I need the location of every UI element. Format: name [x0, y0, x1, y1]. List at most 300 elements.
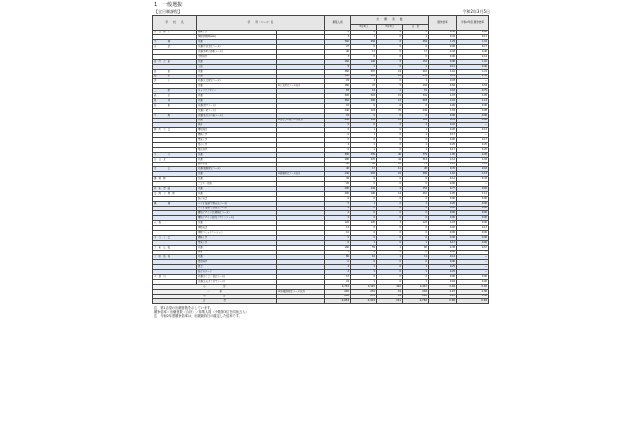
cell-school: 高 田 — [153, 103, 197, 108]
cell-day1: 0 — [351, 103, 377, 108]
cell-capacity: 60 — [325, 162, 351, 167]
summary-total: 293 — [403, 289, 429, 294]
cell-day1: 17 — [351, 167, 377, 172]
cell-capacity: 40 — [325, 50, 351, 55]
summary-prev: 0.92 — [457, 284, 489, 289]
cell-ratio: 0.17 — [429, 240, 457, 245]
cell-course: 情報科学 — [197, 260, 277, 265]
cell-ratio: 0.20 — [429, 201, 457, 206]
cell-day1: 0 — [351, 123, 377, 128]
cell-course: 総合英語 — [197, 196, 277, 201]
cell-day1: 322 — [351, 94, 377, 99]
cell-capacity: 120 — [325, 221, 351, 226]
cell-course: 普通 — [197, 191, 277, 196]
cell-day1: 14 — [351, 89, 377, 94]
cell-day2: 12 — [377, 98, 403, 103]
header-capacity: 募集人員 — [325, 16, 351, 31]
cell-course: 普通 — [197, 255, 277, 260]
cell-capacity: 200 — [325, 191, 351, 196]
cell-day1: 0 — [351, 113, 377, 118]
header-prev: 令和2年度 競争倍率 — [457, 16, 489, 31]
cell-prev: 0.00 — [457, 275, 489, 280]
cell-day2: 0 — [377, 240, 403, 245]
cell-total: 2 — [403, 30, 429, 35]
cell-ratio: 0.00 — [429, 196, 457, 201]
summary-capacity: 4,934 — [325, 299, 351, 304]
header-school: 学 校 名 — [153, 16, 197, 31]
table-body — [153, 30, 489, 304]
cell-school: 葛 西 — [153, 98, 197, 103]
cell-capacity: 240 — [325, 108, 351, 113]
cell-capacity: 320 — [325, 94, 351, 99]
cell-day1: 1 — [351, 128, 377, 133]
cell-total: 0 — [403, 54, 429, 59]
cell-capacity: 360 — [325, 74, 351, 79]
cell-capacity: 4 — [325, 265, 351, 270]
cell-course: 農業 — [197, 265, 277, 270]
cell-ratio: 0.22 — [429, 123, 457, 128]
cell-ratio: 0.17 — [429, 147, 457, 152]
cell-school: 磯 城 野 — [153, 177, 197, 182]
cell-prev: 0.75 — [457, 89, 489, 94]
cell-prev: 0.25 — [457, 142, 489, 147]
summary-label: 一 条 — [153, 289, 277, 294]
cell-school: 大 和 広 陵 — [153, 245, 197, 250]
summary-row — [153, 299, 489, 304]
cell-day2: 8 — [377, 40, 403, 45]
summary-day2: 19 — [377, 289, 403, 294]
cell-total: 6 — [403, 177, 429, 182]
cell-day2: 44 — [377, 157, 403, 162]
cell-capacity: 13 — [325, 275, 351, 280]
cell-day2: 0 — [377, 270, 403, 275]
cell-course: バイオ技術(生命探究コース) — [197, 206, 277, 211]
cell-total: 74 — [403, 162, 429, 167]
cell-ratio: 1.29 — [429, 40, 457, 45]
cell-total: 28 — [403, 167, 429, 172]
cell-day1: 1 — [351, 201, 377, 206]
cell-day1: 1 — [351, 270, 377, 275]
cell-day1: 10 — [351, 255, 377, 260]
cell-capacity: 6 — [325, 240, 351, 245]
cell-total: 0 — [403, 138, 429, 143]
cell-ratio: 0.00 — [429, 226, 457, 231]
cell-capacity: 3 — [325, 35, 351, 40]
cell-course: 普通(生活文化コース) — [197, 45, 277, 50]
cell-total: 314 — [403, 157, 429, 162]
cell-total: 0 — [403, 250, 429, 255]
cell-course: 普通 — [197, 177, 277, 182]
cell-ratio: 0.25 — [429, 270, 457, 275]
cell-prev: 0.00 — [457, 30, 489, 35]
cell-day1: 149 — [351, 187, 377, 192]
summary-label: 市 計 — [153, 294, 277, 299]
cell-ratio: 0.00 — [429, 54, 457, 59]
cell-day2: 0 — [377, 231, 403, 236]
subtitle-line — [152, 8, 490, 15]
cell-day2: 29 — [377, 74, 403, 79]
cell-prev: 0.14 — [457, 54, 489, 59]
cell-course: 機械工学 — [197, 235, 277, 240]
cell-day1: 1 — [351, 147, 377, 152]
cell-ratio: 0.00 — [429, 250, 457, 255]
summary-day2: 302 — [377, 284, 403, 289]
cell-ratio: 0.00 — [429, 45, 457, 50]
cell-total: 153 — [403, 187, 429, 192]
cell-day2: 0 — [377, 128, 403, 133]
cell-total: 0 — [403, 206, 429, 211]
cell-total: 1 — [403, 240, 429, 245]
cell-total: 0 — [403, 182, 429, 187]
cell-course: 普通 — [197, 94, 277, 99]
cell-school: 奈 良 北 — [153, 157, 197, 162]
cell-prev: — — [457, 123, 489, 128]
cell-total: 123 — [403, 221, 429, 226]
cell-course: 普通 — [197, 59, 277, 64]
cell-ratio: 1.05 — [429, 152, 457, 157]
cell-day1: 97 — [351, 84, 377, 89]
cell-day1: 1 — [351, 133, 377, 138]
cell-total: 154 — [403, 59, 429, 64]
cell-course: 普通(書写コース) — [197, 103, 277, 108]
cell-course: 体育 — [197, 123, 277, 128]
cell-ratio: 0.81 — [429, 118, 457, 123]
cell-ratio: 0.03 — [429, 79, 457, 84]
cell-day1: 0 — [351, 54, 377, 59]
cell-day1: 405 — [351, 74, 377, 79]
summary-label: 合 計 — [153, 299, 277, 304]
cell-capacity: 4 — [325, 270, 351, 275]
summary-day2: 19 — [377, 294, 403, 299]
cell-course: 環境デザイン(緑化デザインコース) — [197, 216, 277, 221]
cell-school: 平 城 — [153, 40, 197, 45]
cell-prev: 0.82 — [457, 187, 489, 192]
cell-prev: — — [457, 182, 489, 187]
cell-ratio: 0.50 — [429, 30, 457, 35]
cell-day2: 15 — [377, 94, 403, 99]
cell-prev: 0.54 — [457, 84, 489, 89]
cell-capacity: 83 — [325, 89, 351, 94]
notes — [154, 306, 490, 318]
cell-prev: 0.00 — [457, 103, 489, 108]
header-day1: 3月4日 — [351, 25, 377, 31]
cell-prev: — — [457, 265, 489, 270]
header-applicants: 出 願 者 数 — [351, 16, 429, 25]
cell-ratio: 0.18 — [429, 89, 457, 94]
cell-total: 341 — [403, 94, 429, 99]
cell-ratio: 0.11 — [429, 64, 457, 69]
cell-day1: 1 — [351, 142, 377, 147]
cell-ratio: 0.64 — [429, 84, 457, 89]
subtitle: 【全日制課程】 — [154, 9, 182, 14]
cell-day1: 0 — [351, 275, 377, 280]
cell-capacity: 20 — [325, 182, 351, 187]
cell-course: 環境デザイン(造園緑化コース) — [197, 211, 277, 216]
summary-ratio: 0.96 — [429, 299, 457, 304]
cell-prev: 0.17 — [457, 35, 489, 40]
summary-capacity: 200 — [325, 289, 351, 294]
cell-capacity: 200 — [325, 187, 351, 192]
cell-day2: 0 — [377, 45, 403, 50]
cell-course: 普通(ホ工芸・食品コース) — [197, 275, 277, 280]
cell-ratio: 1.10 — [429, 172, 457, 177]
cell-day2: 0 — [377, 265, 403, 270]
cell-course: 普通 — [197, 187, 277, 192]
cell-capacity: 5 — [325, 201, 351, 206]
cell-day2: 0 — [377, 250, 403, 255]
cell-ratio: 0.00 — [429, 235, 457, 240]
cell-ratio: 0.38 — [429, 245, 457, 250]
cell-day1: 0 — [351, 138, 377, 143]
cell-total: 416 — [403, 69, 429, 74]
cell-capacity: 5 — [325, 250, 351, 255]
cell-capacity: 360 — [325, 98, 351, 103]
summary-day2: 321 — [377, 299, 403, 304]
cell-capacity: 280 — [325, 157, 351, 162]
cell-total: 0 — [403, 226, 429, 231]
cell-prev: 0.88 — [457, 118, 489, 123]
cell-total: 1 — [403, 64, 429, 69]
cell-day1: 270 — [351, 157, 377, 162]
cell-school: 畝 傍 — [153, 94, 197, 99]
cell-prev: 0.00 — [457, 206, 489, 211]
cell-course: 総合スポーツ — [197, 270, 277, 275]
cell-ratio: 1.05 — [429, 191, 457, 196]
summary-label: 小 計 — [153, 284, 277, 289]
cell-day2: 0 — [377, 64, 403, 69]
cell-day1: 0 — [351, 196, 377, 201]
cell-school: 生 駒 — [153, 113, 197, 118]
cell-day2: 0 — [377, 103, 403, 108]
cell-capacity: 6 — [325, 260, 351, 265]
cell-capacity: 360 — [325, 152, 351, 157]
cell-capacity: 160 — [325, 245, 351, 250]
cell-day1: 0 — [351, 250, 377, 255]
cell-prev: 0.40 — [457, 64, 489, 69]
cell-course: 電気工学 — [197, 240, 277, 245]
cell-course: 数理情報 — [197, 162, 277, 167]
cell-capacity: 6 — [325, 133, 351, 138]
cell-ratio: 0.33 — [429, 35, 457, 40]
cell-day2: 25 — [377, 108, 403, 113]
cell-total: 1 — [403, 128, 429, 133]
cell-course: 普通 — [197, 74, 277, 79]
cell-total: 0 — [403, 235, 429, 240]
cell-day2: 0 — [377, 226, 403, 231]
cell-prev: 0.00 — [457, 235, 489, 240]
cell-total: 1 — [403, 279, 429, 284]
cell-prev: 0.00 — [457, 279, 489, 284]
cell-prev: 0.13 — [457, 128, 489, 133]
cell-ratio: 1.16 — [429, 69, 457, 74]
cell-day2: 0 — [377, 142, 403, 147]
cell-total: 0 — [403, 45, 429, 50]
cell-ratio: 0.00 — [429, 260, 457, 265]
cell-prev: 1.05 — [457, 94, 489, 99]
cell-day2: 0 — [377, 54, 403, 59]
summary-ratio: 0.94 — [429, 284, 457, 289]
cell-course: 普通(表現探究コース) — [197, 167, 277, 172]
cell-course: 普通 — [197, 221, 277, 226]
cell-prev: 0.00 — [457, 201, 489, 206]
cell-day2: 0 — [377, 211, 403, 216]
cell-ratio: 0.25 — [429, 265, 457, 270]
summary-prev: 1.36 — [457, 294, 489, 299]
note-line: 注 第1志望の出願者数を示しています。 — [154, 306, 214, 311]
cell-course: 薬品科学 — [197, 147, 277, 152]
cell-course: 国際(国際Ryoku) — [197, 35, 277, 40]
cell-capacity: 80 — [325, 255, 351, 260]
cell-day2: 0 — [377, 260, 403, 265]
cell-school: 西 和 清 陵 — [153, 187, 197, 192]
cell-day2: 19 — [377, 69, 403, 74]
cell-total: 0 — [403, 216, 429, 221]
summary-prev: 1.36 — [457, 289, 489, 294]
cell-ratio: 0.43 — [429, 50, 457, 55]
cell-course: 機械工学 — [197, 133, 277, 138]
cell-total: 379 — [403, 152, 429, 157]
cell-day2: 0 — [377, 133, 403, 138]
cell-prev: 0.98 — [457, 108, 489, 113]
cell-total: 464 — [403, 40, 429, 45]
cell-day1: 0 — [351, 235, 377, 240]
summary-prev: 0.94 — [457, 299, 489, 304]
cell-ratio: 1.04 — [429, 108, 457, 113]
cell-prev: 1.16 — [457, 40, 489, 45]
header-day2: 3月5日 — [377, 25, 403, 31]
cell-day1: 6 — [351, 177, 377, 182]
cell-ratio: 0.20 — [429, 128, 457, 133]
cell-day2: 12 — [377, 118, 403, 123]
cell-total: 1 — [403, 35, 429, 40]
cell-course: 普通 — [197, 84, 277, 89]
cell-day1: 0 — [351, 226, 377, 231]
cell-school: 宇 陀 高 校 — [153, 255, 197, 260]
cell-course: 国際英語 — [197, 226, 277, 231]
document-sheet — [152, 2, 490, 318]
cell-ratio: 0.00 — [429, 231, 457, 236]
cell-ratio: 0.04 — [429, 279, 457, 284]
cell-course: こども・福祉 — [197, 182, 277, 187]
cell-day1: 120 — [351, 221, 377, 226]
cell-capacity: 5 — [325, 235, 351, 240]
cell-capacity: 10 — [325, 231, 351, 236]
cell-ratio: 0.17 — [429, 133, 457, 138]
cell-capacity: 4 — [325, 142, 351, 147]
cell-course: 機械工学 — [197, 30, 277, 35]
cell-day2: 0 — [377, 235, 403, 240]
cell-ratio: 0.00 — [429, 216, 457, 221]
cell-total: 1 — [403, 270, 429, 275]
summary-note: ※外国語特定コース以外 — [277, 289, 325, 294]
cell-day1: 406 — [351, 98, 377, 103]
cell-capacity: 5 — [325, 138, 351, 143]
cell-school: 王 寺 工 業 — [153, 235, 197, 240]
cell-prev: 1.13 — [457, 172, 489, 177]
cell-prev: 1.11 — [457, 191, 489, 196]
cell-school: 山 辺 — [153, 45, 197, 50]
cell-day2: 40 — [377, 152, 403, 157]
cell-prev: 0.67 — [457, 245, 489, 250]
cell-ratio: 1.07 — [429, 94, 457, 99]
cell-day1: 1 — [351, 279, 377, 284]
cell-capacity: 4 — [325, 30, 351, 35]
cell-total: 418 — [403, 98, 429, 103]
cell-day1: 397 — [351, 69, 377, 74]
cell-day2: 0 — [377, 79, 403, 84]
cell-total: 249 — [403, 108, 429, 113]
cell-day2: 1 — [377, 255, 403, 260]
cell-total: 2 — [403, 123, 429, 128]
cell-ratio: 0.14 — [429, 255, 457, 260]
cell-day2: 0 — [377, 177, 403, 182]
cell-school: 高 円 芸 術 — [153, 59, 197, 64]
cell-capacity: 29 — [325, 79, 351, 84]
cell-day1: 1 — [351, 265, 377, 270]
cell-ratio: 0.00 — [429, 113, 457, 118]
cell-course: 国際コミュニケーション — [197, 231, 277, 236]
cell-ratio: 0.77 — [429, 187, 457, 192]
cell-day1: 0 — [351, 45, 377, 50]
cell-total: 1 — [403, 265, 429, 270]
cell-course: 環境緑化 — [197, 128, 277, 133]
cell-day1: 456 — [351, 40, 377, 45]
cell-day2: 0 — [377, 182, 403, 187]
cell-capacity: 9 — [325, 123, 351, 128]
cell-capacity: 40 — [325, 167, 351, 172]
applicants-table — [152, 15, 489, 304]
summary-total: 4,447 — [403, 284, 429, 289]
cell-ratio: 1.23 — [429, 162, 457, 167]
cell-prev: 0.90 — [457, 221, 489, 226]
note-line: 競争倍率＝出願者数（合計）／募集人員（小数第3位を四捨五入） — [154, 310, 249, 315]
cell-day2: 0 — [377, 201, 403, 206]
cell-day2: 2 — [377, 123, 403, 128]
cell-total: 0 — [403, 103, 429, 108]
summary-day1: 4,419 — [351, 299, 377, 304]
cell-day1: 0 — [351, 216, 377, 221]
cell-school: 磯 城 — [153, 201, 197, 206]
cell-ratio: 0.96 — [429, 59, 457, 64]
cell-prev: 0.00 — [457, 216, 489, 221]
summary-ratio: 1.47 — [429, 294, 457, 299]
cell-total: 17 — [403, 50, 429, 55]
cell-note: ※人文探究コース以外 — [277, 84, 325, 89]
cell-capacity: 13 — [325, 226, 351, 231]
cell-ratio: 0.25 — [429, 142, 457, 147]
cell-prev: — — [457, 250, 489, 255]
cell-day2: 0 — [377, 147, 403, 152]
cell-total: 210 — [403, 191, 429, 196]
cell-total: 0 — [403, 196, 429, 201]
cell-total: 1 — [403, 133, 429, 138]
cell-prev: — — [457, 133, 489, 138]
cell-prev: 0.00 — [457, 196, 489, 201]
cell-school: 王 寺 — [153, 152, 197, 157]
cell-ratio: 0.00 — [429, 138, 457, 143]
cell-prev: 0.00 — [457, 113, 489, 118]
cell-school: 御 所 実 業 — [153, 128, 197, 133]
cell-day1: 196 — [351, 191, 377, 196]
cell-day2: 16 — [377, 172, 403, 177]
cell-total: 1 — [403, 79, 429, 84]
cell-capacity: 360 — [325, 40, 351, 45]
cell-school: 奈 良 商 工 — [153, 30, 197, 35]
cell-total: 1 — [403, 201, 429, 206]
cell-note: ※まなびの森コース以外 — [277, 118, 325, 123]
cell-day2: 2 — [377, 30, 403, 35]
cell-total: 0 — [403, 231, 429, 236]
